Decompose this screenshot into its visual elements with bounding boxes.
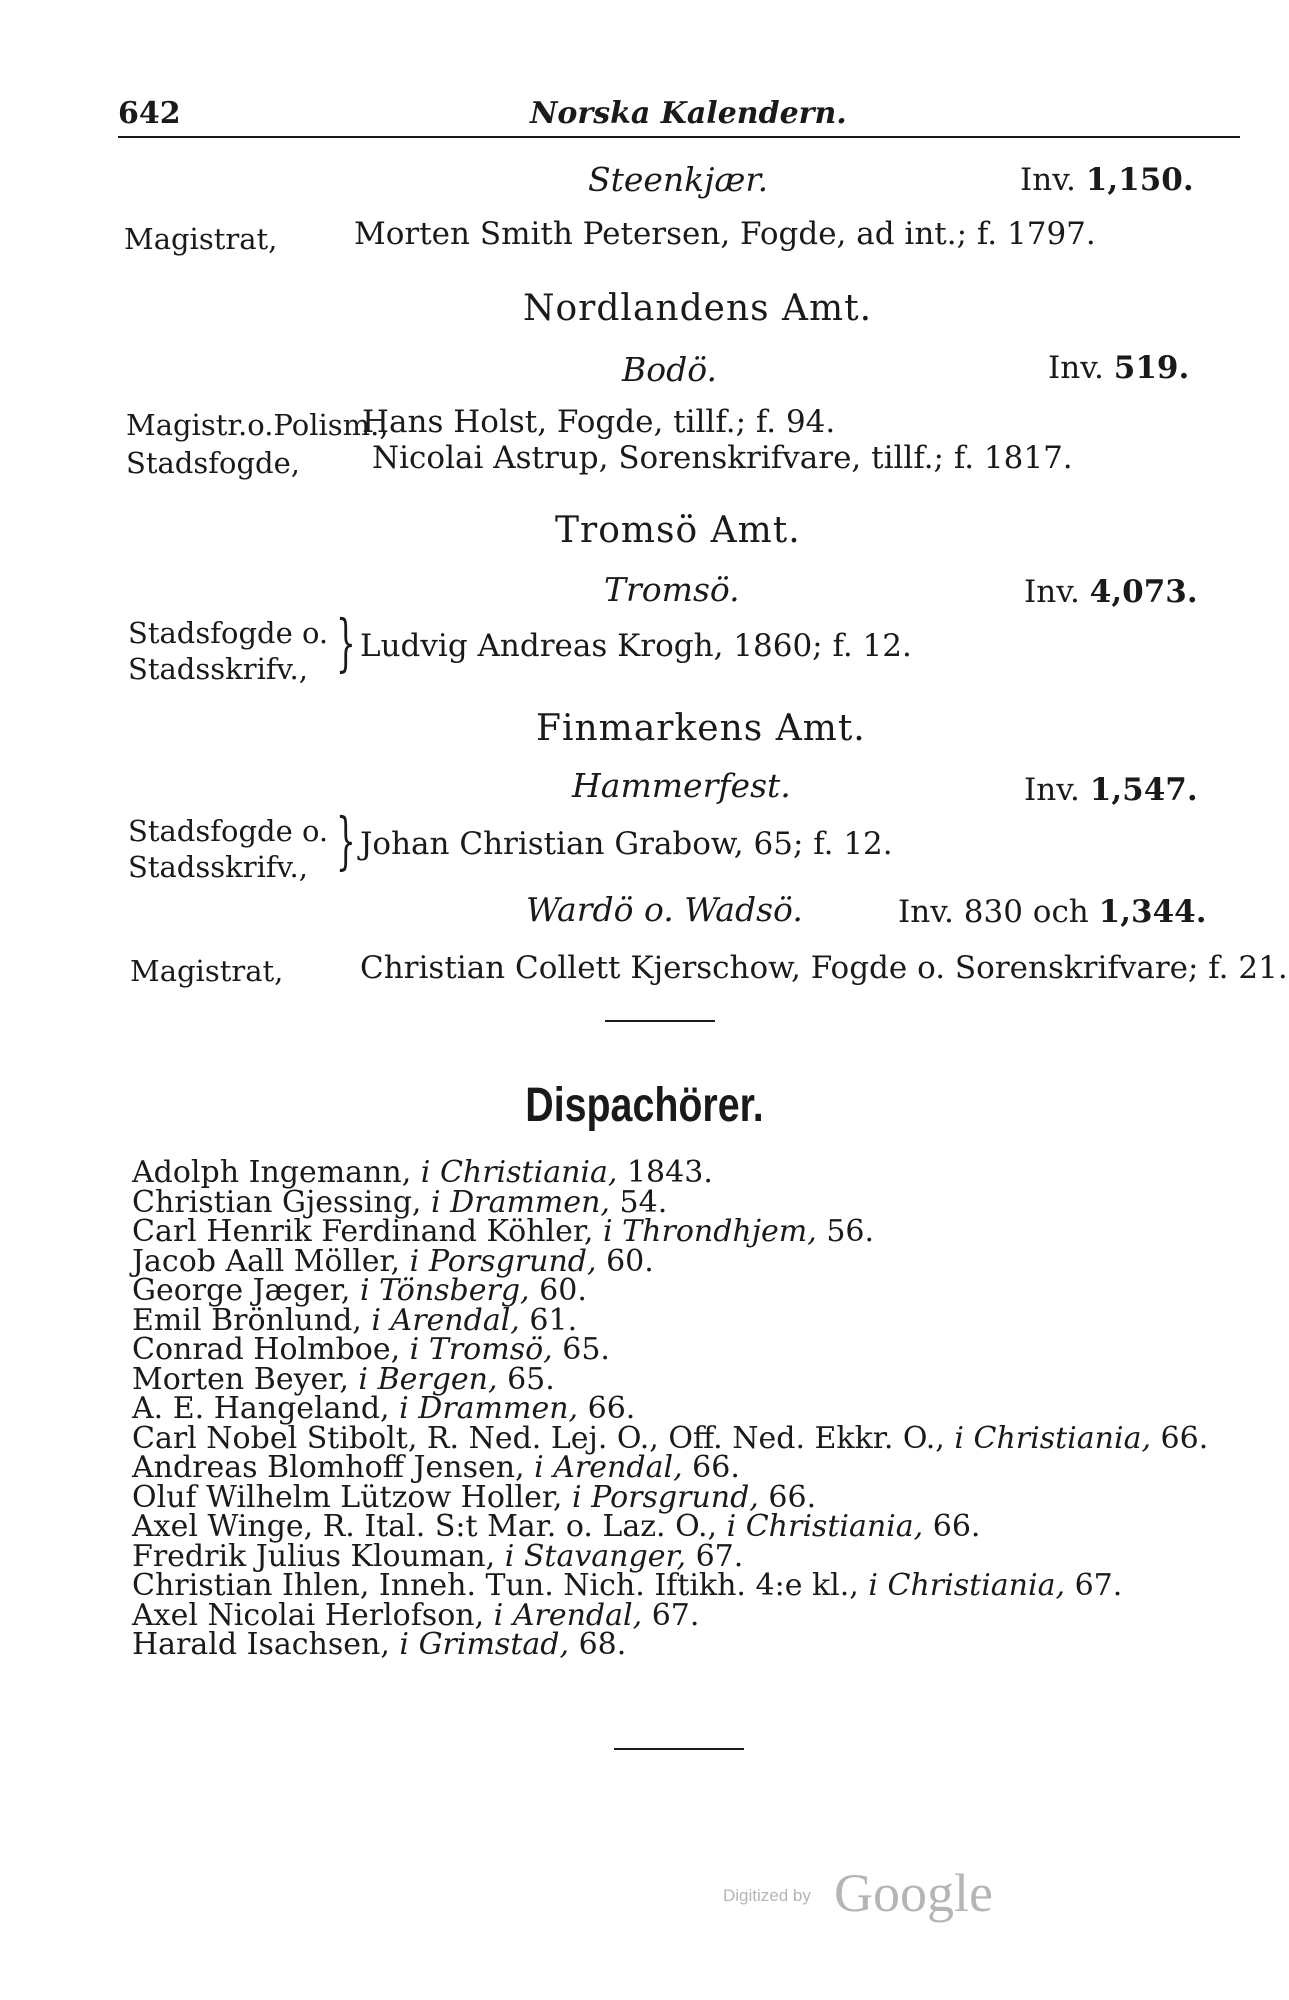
inv-hammerfest (1024, 772, 1198, 808)
entry-place: Drammen, (450, 1184, 610, 1220)
list-item (132, 1627, 1208, 1662)
running-title: Norska Kalendern. (530, 96, 847, 131)
entry-year: 65. (507, 1361, 555, 1397)
inv-label: Inv. (1024, 772, 1080, 808)
list-item (132, 1538, 1208, 1574)
person-grabow: Johan Christian Grabow, 65; f. 12. (360, 826, 893, 862)
entry-year: 60. (606, 1243, 654, 1279)
role-stadsfogde: Stadsfogde, (126, 446, 300, 480)
entry-place: Christiania, (745, 1509, 924, 1544)
entry-name: Axel Winge, R. Ital. S:t Mar. o. Laz. O., (132, 1509, 718, 1544)
entry-name: Conrad Holmboe, (132, 1332, 401, 1367)
role-stadsfogde: Stadsfogde o. (128, 616, 329, 650)
entry-year: 66. (1160, 1420, 1209, 1456)
inv-label: Inv. (1020, 162, 1076, 198)
entry-name: Carl Henrik Ferdinand Köhler, (132, 1214, 594, 1249)
inv-label: Inv. (1024, 574, 1080, 610)
person-holst: Hans Holst, Fogde, tillf.; f. 94. (362, 404, 836, 440)
entry-place: Porsgrund, (591, 1479, 759, 1515)
entry-year: 67. (1074, 1568, 1123, 1603)
inv-bodo (1048, 350, 1189, 386)
entry-prep: i (603, 1214, 613, 1249)
inv-label: Inv. 830 och (898, 894, 1089, 930)
entry-place: Christiania, (439, 1155, 618, 1190)
list-item (132, 1332, 1208, 1367)
role-magistr-polism: Magistr.o.Polism., (126, 408, 389, 442)
role-magistrat: Magistrat, (124, 222, 278, 256)
inv-value: 1,547. (1089, 772, 1198, 808)
digitized-by-text: Digitized by (723, 1886, 811, 1905)
inv-value: 519. (1113, 350, 1190, 386)
entry-name: Andreas Blomhoff Jensen, (132, 1450, 525, 1485)
entry-prep: i (359, 1273, 370, 1308)
entry-place: Tönsberg, (379, 1273, 530, 1308)
person-petersen: Morten Smith Petersen, Fogde, ad int.; f. 1797. (354, 216, 1096, 252)
entry-place: Throndhjem, (622, 1214, 817, 1249)
entry-place: Christiania, (973, 1420, 1151, 1456)
entry-prep: i (504, 1538, 515, 1574)
entry-year: 60. (539, 1273, 587, 1308)
entry-year: 67. (695, 1538, 744, 1574)
inv-tromso (1024, 574, 1198, 610)
list-item (132, 1361, 1208, 1397)
entry-place: Drammen, (418, 1391, 579, 1426)
town-tromso: Tromsö. (604, 570, 740, 609)
entry-place: Bergen, (377, 1361, 498, 1397)
entry-year: 1843. (626, 1155, 713, 1190)
entry-name: Axel Nicolai Herlofson, (132, 1597, 485, 1633)
entry-year: 66. (768, 1479, 817, 1515)
entry-name: Morten Beyer, (132, 1361, 349, 1397)
entry-place: Stavanger, (523, 1538, 687, 1574)
inv-steenkjaer (1020, 162, 1194, 198)
section-divider (605, 1020, 715, 1022)
section-heading-dispachorer: Dispachörer. (525, 1079, 764, 1132)
entry-place: Arendal, (512, 1597, 643, 1633)
entry-year: 54. (619, 1184, 668, 1220)
role-stadsskrifv: Stadsskrifv., (128, 850, 308, 884)
entry-name: Christian Gjessing, (132, 1184, 422, 1220)
inv-value: 1,150. (1085, 162, 1194, 198)
brace: } (336, 804, 356, 877)
entry-name: Fredrik Julius Klouman, (132, 1538, 496, 1574)
entry-name: Harald Isachsen, (132, 1627, 390, 1662)
entry-place: Arendal, (553, 1450, 683, 1485)
entry-name: Emil Brönlund, (132, 1302, 362, 1338)
entry-place: Grimstad, (418, 1627, 570, 1662)
entry-prep: i (399, 1627, 410, 1662)
inv-value: 4,073. (1089, 574, 1198, 610)
role-stadsskrifv: Stadsskrifv., (128, 652, 308, 686)
entry-prep: i (371, 1302, 381, 1338)
entry-prep: i (358, 1361, 369, 1397)
list-item (132, 1509, 1208, 1544)
list-item (132, 1479, 1208, 1515)
entry-year: 65. (562, 1332, 610, 1367)
role-stadsfogde: Stadsfogde o. (128, 814, 329, 848)
entry-name: Adolph Ingemann, (132, 1155, 412, 1190)
list-item (132, 1273, 1208, 1308)
google-logo: Google (834, 1863, 993, 1923)
entry-name: Carl Nobel Stibolt, R. Ned. Lej. O., Off. Ned. Ekkr. O., (132, 1420, 945, 1456)
list-item (132, 1214, 1208, 1249)
entry-place: Porsgrund, (428, 1243, 597, 1279)
amt-tromso: Tromsö Amt. (555, 510, 801, 551)
entry-place: Tromsö, (428, 1332, 553, 1367)
list-item (132, 1597, 1208, 1633)
entry-year: 67. (651, 1597, 700, 1633)
inv-value: 1,344. (1098, 894, 1207, 930)
list-item (132, 1391, 1208, 1426)
page-number: 642 (118, 96, 181, 131)
town-bodo: Bodö. (622, 350, 718, 389)
entry-prep: i (571, 1479, 582, 1515)
entry-prep: i (534, 1450, 544, 1485)
person-krogh: Ludvig Andreas Krogh, 1860; f. 12. (360, 628, 912, 664)
entry-prep: i (431, 1184, 441, 1220)
entry-year: 61. (529, 1302, 578, 1338)
list-item (132, 1450, 1208, 1485)
amt-finmark: Finmarkens Amt. (536, 708, 866, 749)
entry-name: Oluf Wilhelm Lützow Holler, (132, 1479, 563, 1515)
list-item (132, 1155, 1208, 1190)
entry-name: Jacob Aall Möller, (132, 1243, 401, 1279)
inv-label: Inv. (1048, 350, 1104, 386)
role-magistrat: Magistrat, (130, 954, 284, 988)
entry-prep: i (726, 1509, 737, 1544)
inv-wardo-wadso (898, 894, 1207, 930)
entry-year: 66. (932, 1509, 981, 1544)
town-wardo-wadso: Wardö o. Wadsö. (526, 890, 803, 929)
dispachorer-list (132, 1155, 1209, 1662)
list-item (132, 1302, 1208, 1338)
entry-prep: i (399, 1391, 409, 1426)
entry-place: Christiania, (887, 1568, 1066, 1603)
entry-prep: i (493, 1597, 504, 1633)
entry-year: 66. (587, 1391, 636, 1426)
entry-prep: i (420, 1155, 431, 1190)
entry-name: A. E. Hangeland, (132, 1391, 390, 1426)
amt-nordland: Nordlandens Amt. (523, 288, 873, 329)
entry-year: 68. (578, 1627, 627, 1662)
list-item (132, 1243, 1208, 1279)
entry-name: George Jæger, (132, 1273, 351, 1308)
entry-prep: i (954, 1420, 964, 1456)
brace: } (336, 606, 356, 679)
list-item (132, 1184, 1208, 1220)
person-kjerschow: Christian Collett Kjerschow, Fogde o. Sorenskrifvare; f. 21. (360, 950, 1288, 986)
header-rule (118, 136, 1240, 138)
entry-name: Christian Ihlen, Inneh. Tun. Nich. Iftikh. 4:e kl., (132, 1568, 859, 1603)
list-item (132, 1420, 1209, 1456)
list-item (132, 1568, 1208, 1603)
end-divider (614, 1748, 744, 1750)
entry-prep: i (409, 1332, 420, 1367)
town-hammerfest: Hammerfest. (572, 766, 791, 805)
entry-place: Arendal, (390, 1302, 520, 1338)
person-astrup: Nicolai Astrup, Sorenskrifvare, tillf.; f. 1817. (372, 440, 1073, 476)
entry-year: 66. (692, 1450, 740, 1485)
entry-prep: i (409, 1243, 420, 1279)
entry-year: 56. (826, 1214, 875, 1249)
entry-prep: i (868, 1568, 878, 1603)
town-steenkjaer: Steenkjær. (588, 160, 769, 199)
